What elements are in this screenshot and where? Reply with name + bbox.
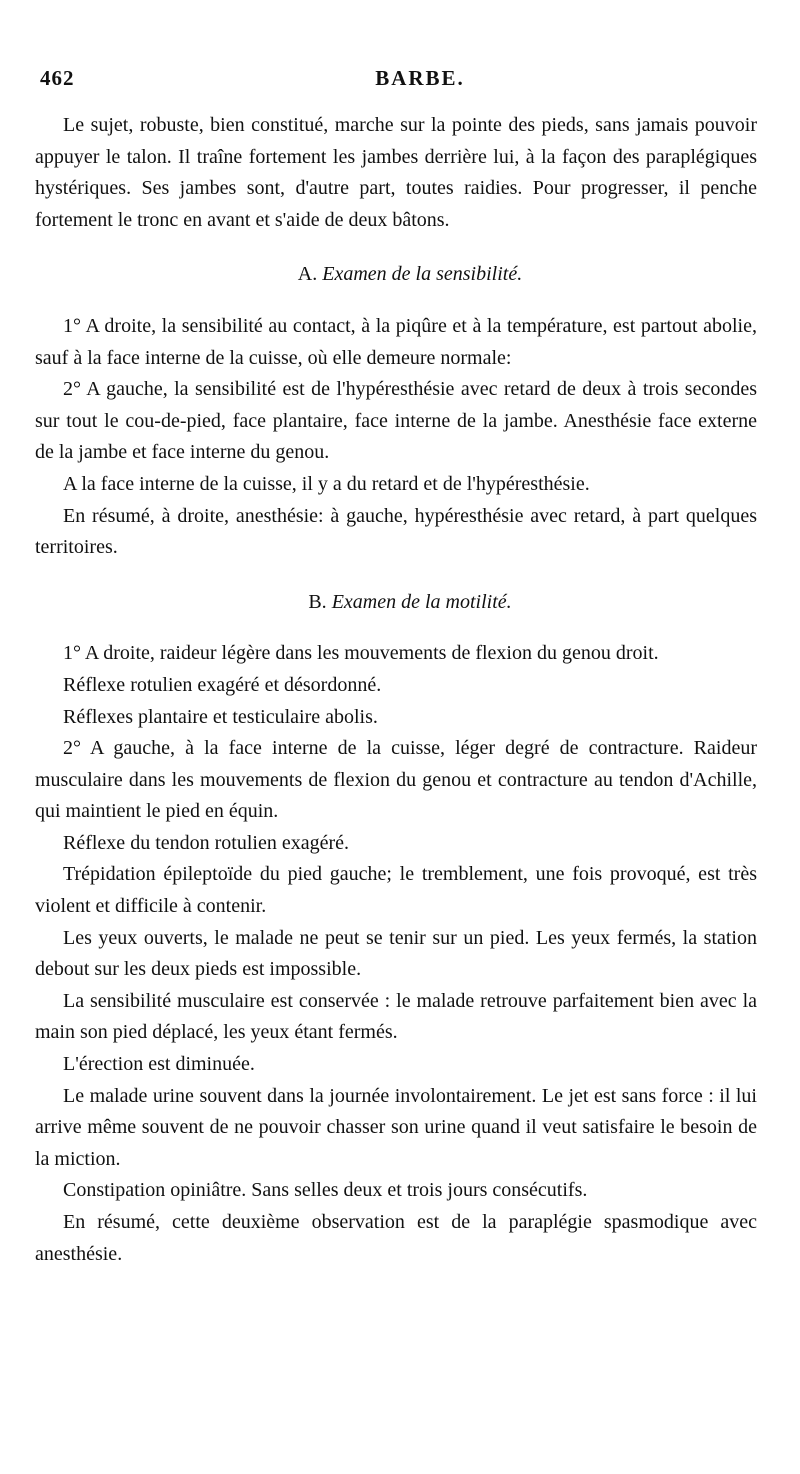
body-text [35,110,757,1270]
running-head [40,66,760,94]
spacer [35,618,757,638]
paragraph: La sensibilité musculaire est conservée : le malade retrouve parfaitement bien avec la main son pied déplacé, les yeux étant fermés. [35,989,757,1044]
paragraph: 1° A droite, raideur légère dans les mouvements de flexion du genou droit. [63,642,659,665]
paragraph: 2° A gauche, la sensibilité est de l'hypéresthésie avec retard de deux à trois secondes sur tout le cou-de-pied, face plantaire, face interne de la jambe. Anesthésie face externe de la jambe et face interne du genou. [35,378,757,464]
paragraph: Réflexe rotulien exagéré et désordonné. [63,673,382,696]
section-letter-b: B. [308,590,327,613]
section-letter-a: A. [297,263,318,286]
paragraph: En résumé, cette deuxième observation est de la paraplégie spasmodique avec anesthésie. [35,1211,757,1265]
paragraph: En résumé, à droite, anesthésie: à gauche, hypéresthésie avec retard, à part quelques territoires. [35,504,757,559]
spacer [35,291,757,311]
paragraph: Le malade urine souvent dans la journée involontairement. Le jet est sans force : il lui arrive même souvent de ne pouvoir chasser son urine quand il veut satisfaire le besoin de la miction. [35,1084,757,1170]
paragraph: Constipation opiniâtre. Sans selles deux et trois jours consécutifs. [63,1179,588,1202]
paragraph: Les yeux ouverts, le malade ne peut se tenir sur un pied. Les yeux fermés, la station debout sur les deux pieds est impossible. [35,926,757,981]
page-number: 462 [40,66,75,90]
spacer [35,564,757,587]
spacer [35,236,757,259]
paragraph: 1° A droite, la sensibilité au contact, à la piqûre et à la température, est partout abolie, sauf à la face interne de la cuisse, où elle demeure normale: [35,314,757,369]
section-heading-b [35,587,757,619]
paragraph: Trépidation épileptoïde du pied gauche; le tremblement, une fois provoqué, est très violent et difficile à contenir. [35,863,757,918]
paragraph: 2° A gauche, à la face interne de la cuisse, léger degré de contracture. Raideur musculaire dans les mouvements de flexion du genou et contracture au tendon d'Achille, qui maintient le pied en équin. [35,737,757,823]
paragraph: A la face interne de la cuisse, il y a du retard et de l'hypéresthésie. [63,472,590,495]
intro-paragraph: Le sujet, robuste, bien constitué, marche sur la pointe des pieds, sans jamais pouvoir appuyer le talon. Il traîne fortement les jambes derrière lui, à la façon des paraplégiques hystériques. Ses jambes sont, d'autre part, toutes raidies. Pour progresser, il penche fortement le tronc en avant et s'aide de deux bâtons. [35,114,757,231]
paragraph: Réflexes plantaire et testiculaire abolis. [63,705,378,728]
paragraph: Réflexe du tendon rotulien exagéré. [63,831,349,854]
running-title: BARBE. [375,66,465,90]
section-title-a: Examen de la sensibilité. [322,263,523,286]
section-title-b: Examen de la motilité. [331,590,512,613]
paragraph: L'érection est diminuée. [63,1053,255,1076]
section-heading-a [35,259,757,291]
